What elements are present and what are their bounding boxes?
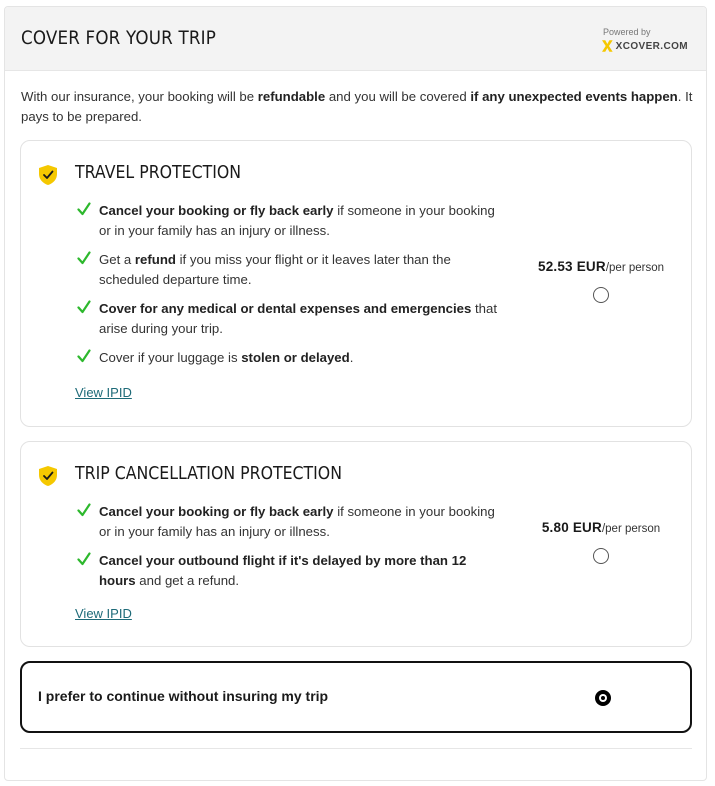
powered-by-badge [602, 27, 688, 53]
view-ipid-link[interactable]: View IPID [75, 385, 132, 400]
check-icon [77, 552, 91, 566]
intro-part-1: With our insurance, your booking will be [21, 89, 258, 104]
price-block [526, 520, 676, 564]
feature-item [77, 299, 497, 339]
intro-bold-2: if any unexpected events happen [470, 89, 678, 104]
feature-bold: Cancel your booking or fly back early [99, 203, 334, 218]
check-icon [77, 202, 91, 216]
feature-text: if you miss your flight or it leaves later than the scheduled departure time. [99, 252, 451, 287]
no-insurance-radio[interactable] [595, 690, 611, 706]
feature-list [77, 201, 497, 377]
shield-check-icon [39, 165, 57, 185]
feature-item [77, 502, 497, 542]
check-icon [77, 349, 91, 363]
no-insurance-option[interactable] [20, 661, 692, 733]
panel-header [5, 7, 706, 71]
price [526, 259, 676, 274]
feature-bold: Cancel your booking or fly back early [99, 504, 334, 519]
page-title: COVER FOR YOUR TRIP [21, 27, 217, 49]
xcover-brand-text: XCOVER.COM [615, 40, 688, 52]
check-icon [77, 251, 91, 265]
feature-text: if someone in your booking or in your family has an injury or illness. [99, 504, 495, 539]
plan-card-trip-cancellation[interactable] [20, 441, 692, 647]
plan-radio-travel-protection[interactable] [593, 287, 609, 303]
no-insurance-label: I prefer to continue without insuring my trip [38, 688, 329, 704]
powered-by-label: Powered by [603, 27, 651, 37]
xcover-x-icon [602, 39, 613, 53]
feature-bold: Cover for any medical or dental expenses and emergencies [99, 301, 472, 316]
plan-title: TRIP CANCELLATION PROTECTION [75, 464, 342, 484]
view-ipid-link[interactable]: View IPID [75, 606, 132, 621]
feature-bold: refund [134, 252, 176, 267]
intro-part-2: and you will be covered [325, 89, 471, 104]
price-block [526, 259, 676, 303]
feature-item [77, 201, 497, 241]
feature-item [77, 551, 497, 591]
feature-item [77, 348, 497, 368]
insurance-panel [4, 6, 707, 781]
feature-text: and get a refund. [135, 573, 240, 588]
feature-list [77, 502, 497, 600]
plan-card-travel-protection[interactable] [20, 140, 692, 427]
feature-text: if someone in your booking or in your family has an injury or illness. [99, 203, 495, 238]
price-amount: 5.80 EUR [541, 520, 602, 535]
feature-text-pre: Cover if your luggage is [99, 350, 242, 365]
price-unit: /per person [601, 523, 661, 535]
xcover-logo [602, 39, 688, 53]
feature-item [77, 250, 497, 290]
price-unit: /per person [605, 262, 665, 274]
feature-text-pre: Get a [99, 252, 135, 267]
feature-bold: stolen or delayed [241, 350, 350, 365]
shield-check-icon [39, 466, 57, 486]
plan-title: TRAVEL PROTECTION [75, 163, 242, 183]
intro-bold-1: refundable [257, 89, 326, 104]
check-icon [77, 503, 91, 517]
price [526, 520, 676, 535]
feature-text: . [349, 350, 354, 365]
divider [20, 748, 692, 749]
plan-radio-trip-cancellation[interactable] [593, 548, 609, 564]
feature-bold: Cancel your outbound flight if it's delayed by more than 12 hours [99, 553, 467, 588]
price-amount: 52.53 EUR [537, 259, 606, 274]
feature-text: that arise during your trip. [99, 301, 497, 336]
intro-part-3: . It pays to be prepared. [21, 89, 693, 124]
intro-text [21, 87, 693, 127]
check-icon [77, 300, 91, 314]
